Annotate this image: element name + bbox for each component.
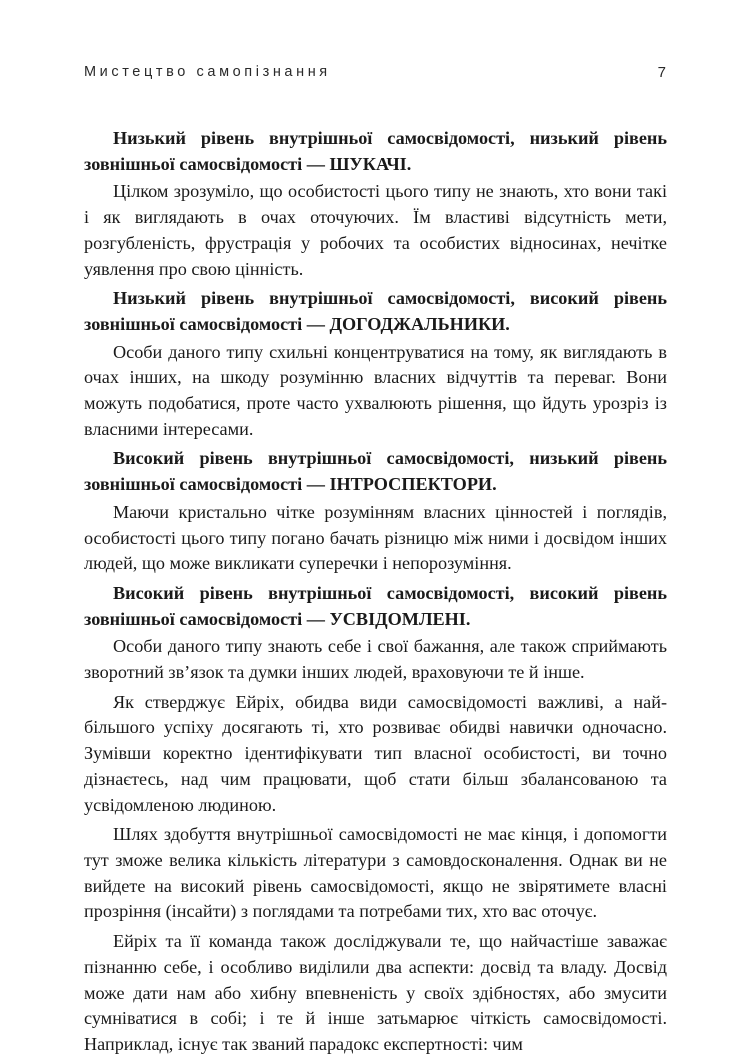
page-number: 7 <box>657 64 666 81</box>
paragraph: Цілком зрозуміло, що особистості цього типу не знають, хто вони такі і як виглядають в очах оточуючих. Їм властиві відсутність мети, розгубленість, фрустрація у робочих та особистих відносинах, нечітке уявлення про свою цінність. <box>84 181 667 279</box>
heading-seekers: Низький рівень внутрішньої самосвідомості, низький рівень зовнішньої самосвідомості — ШУКАЧІ. <box>84 128 667 174</box>
heading-aware: Високий рівень внутрішньої самосвідомості, високий рівень зовнішньої самосвідомості — УСВІДОМЛЕНІ. <box>84 582 667 629</box>
heading-pleasers: Низький рівень внутрішньої самосвідомості, високий рівень зовнішньої самосвідомості — ДОГОДЖАЛЬНИКИ. <box>84 288 667 334</box>
paragraph: Шлях здобуття внутрішньої самосвідомості не має кінця, і допомогти тут зможе велика кількість літератури з самовдосконалення. Однак ви не вийдете на високий рівень самосвідомості, якщо не звірятимете власні прозріння (інсайти) з поглядами та потребами тих, хто вас оточує. <box>84 824 667 922</box>
running-header <box>84 64 666 86</box>
running-title: Мистецтво самопізнання <box>84 64 331 80</box>
paragraph: Особи даного типу схильні концентруватися на тому, як виглядають в очах інших, на шкоду розумінню власних відчуттів та переваг. Вони можуть подобатися, проте часто ухвалюють рішення, що йдуть урозріз із власними інтересами. <box>84 341 667 439</box>
paragraph: Як стверджує Ейріх, обидва види самосвідомості важливі, а найбільшого успіху досягають ті, хто розвиває обидві навички одночасно. Зумівши коректно ідентифікувати тип власної особистості, ви точно дізнаєтесь, над чим працювати, щоб стати більш збалансованою та усвідомленою людиною. <box>84 691 667 815</box>
heading-introspectors: Високий рівень внутрішньої самосвідомості, низький рівень зовнішньої самосвідомості — ІНТРОСПЕКТОРИ. <box>84 448 667 495</box>
paragraph: Ейріх та її команда також досліджували те, що найчастіше заважає пізнанню себе, і особливо виділили два аспекти: досвід та владу. Досвід може дати нам або хибну впевненість у своїх здібностях, або змусити сумніватися в собі; і те й інше затьмарює чіткість самосвідомості. Наприклад, існує так званий парадокс експертності: чим <box>84 931 667 1054</box>
page-body <box>84 126 667 1062</box>
paragraph: Маючи кристально чітке розумінням власних цінностей і поглядів, особистості цього типу погано бачать різницю між ними і досвідом інших людей, що може викликати суперечки і непорозуміння. <box>84 501 667 574</box>
paragraph: Особи даного типу знають себе і свої бажання, але також сприймають зворотний зв’язок та думки інших людей, враховуючи те й інше. <box>84 636 667 683</box>
